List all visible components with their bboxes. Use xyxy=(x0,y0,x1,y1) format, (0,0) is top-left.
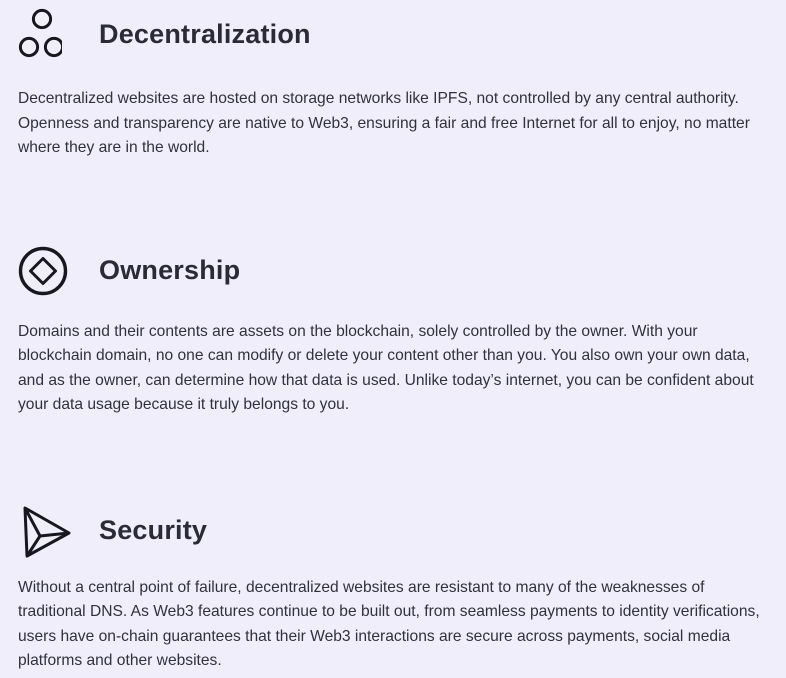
nodes-icon xyxy=(18,8,99,60)
section-header xyxy=(18,8,770,60)
section-title-ownership: Ownership xyxy=(99,255,241,286)
section-body-security: Without a central point of failure, decentralized websites are resistant to many of the weaknesses of traditional DNS. As Web3 features continue to be built out, from seamless payments to identity verifications, users have on-chain guarantees that their Web3 interactions are secure across payments, social media platforms and other websites. xyxy=(18,578,760,669)
paper-plane-icon xyxy=(18,502,99,560)
diamond-in-circle-icon xyxy=(18,246,99,296)
section-body-ownership: Domains and their contents are assets on the blockchain, solely controlled by the owner. With your blockchain domain, no one can modify or delete your content other than you. You also own your own data, and as the owner, can determine how that data is used. Unlike today’s internet, you can be confident about your data usage because it truly belongs to you. xyxy=(18,322,754,413)
section-ownership xyxy=(18,247,770,418)
section-header xyxy=(18,247,770,295)
section-title-security: Security xyxy=(99,515,208,546)
features-page xyxy=(18,8,770,674)
section-decentralization xyxy=(18,8,770,161)
section-title-decentralization: Decentralization xyxy=(99,18,311,49)
section-security xyxy=(18,502,770,674)
section-header xyxy=(18,502,770,560)
section-body-decentralization: Decentralized websites are hosted on storage networks like IPFS, not controlled by any central authority. Openness and transparency are native to Web3, ensuring a fair and free Internet for all to enjoy, no matter where they are in the world. xyxy=(18,90,750,156)
